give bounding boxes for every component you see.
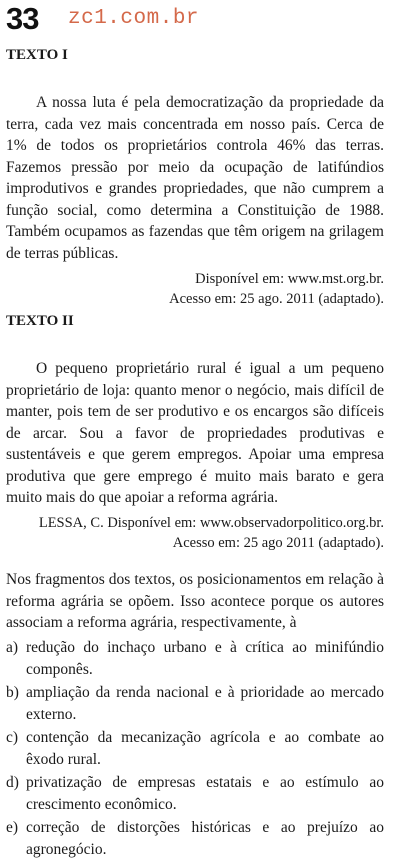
texto-1-source: Disponível em: www.mst.org.br.	[195, 271, 384, 287]
texto-1-heading: TEXTO I	[6, 47, 68, 63]
question	[6, 569, 384, 861]
option-letter: c)	[6, 728, 19, 746]
texto-2	[6, 312, 384, 553]
texto-2-source: LESSA, C. Disponível em: www.observadorpolitico.org.br.	[38, 514, 384, 531]
texto-2-heading: TEXTO II	[6, 313, 74, 329]
option-text: contenção da mecanização agrícola e ao combate ao êxodo rural.	[26, 728, 384, 768]
options-list	[6, 637, 384, 861]
question-stem: Nos fragmentos dos textos, os posicionamentos em relação à reforma agrária se opõem. Isso acontece porque os autores associam a reforma agrária, respectivamente, à	[6, 571, 384, 631]
option-letter: a)	[6, 638, 19, 656]
texto-2-access: Acesso em: 25 ago 2011 (adaptado).	[172, 534, 384, 551]
option-text: privatização de empresas estatais e ao estímulo ao crescimento econômico.	[26, 773, 384, 813]
page-header	[6, 0, 400, 40]
option-c[interactable]	[6, 727, 384, 771]
option-e[interactable]	[6, 817, 384, 861]
option-text: redução do inchaço urbano e à crítica ao minifúndio componês.	[26, 638, 384, 678]
option-d[interactable]	[6, 772, 384, 816]
option-text: ampliação da renda nacional e à prioridade ao mercado externo.	[26, 683, 384, 723]
texto-2-body: O pequeno proprietário rural é igual a um pequeno proprietário de loja: quanto menor o negócio, mais difícil de manter, pois tem de ser produtivo e os encargos são difíceis de arcar. Sou a favor de propriedades produtivas e sustentáveis e que gerem empregos. Apoiar uma empresa produtiva que gere emprego é muito mais barato e gera muito mais do que apoiar a reforma agrária.	[6, 360, 384, 506]
texto-1	[6, 46, 384, 309]
texto-1-body: A nossa luta é pela democratização da propriedade da terra, cada vez mais concentrada em nosso país. Cerca de 1% de todos os proprietários controla 46% das terras. Fazemos pressão por meio da ocupação de latifúndios improdutivos e grandes propriedades, que não cumprem a função social, como determina a Constituição de 1988. Também ocupamos as fazendas que têm origem na grilagem de terras públicas.	[6, 94, 384, 262]
texto-1-access: Acesso em: 25 ago. 2011 (adaptado).	[169, 291, 384, 307]
option-text: correção de distorções históricas e ao prejuízo ao agronegócio.	[26, 818, 384, 858]
question-number: 33	[6, 1, 39, 36]
option-a[interactable]	[6, 637, 384, 681]
option-letter: b)	[6, 683, 19, 701]
site-watermark: zc1.com.br	[68, 7, 200, 30]
option-letter: d)	[6, 773, 19, 791]
option-b[interactable]	[6, 682, 384, 726]
option-letter: e)	[6, 818, 19, 836]
